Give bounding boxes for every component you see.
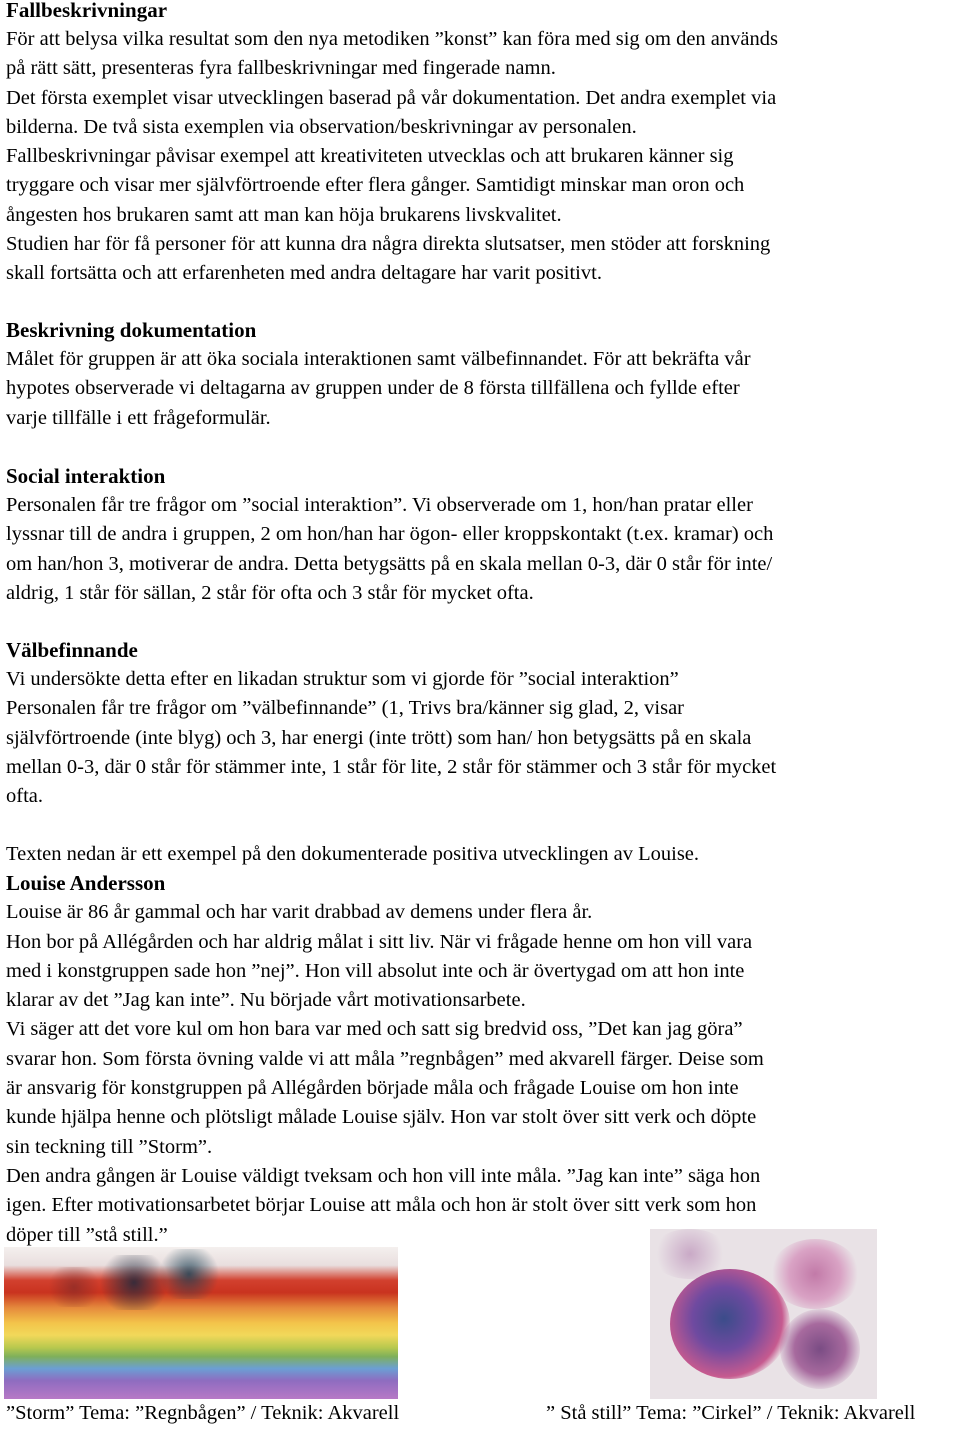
text-line: Den andra gången är Louise väldigt tveksam och hon vill inte måla. ”Jag kan inte” säga hon: [6, 1164, 761, 1187]
text-line: tryggare och visar mer självförtroende efter flera gånger. Samtidigt minskar man oron och: [6, 174, 745, 197]
heading-dokumentation: Beskrivning dokumentation: [6, 318, 257, 342]
storm-painting-image: [4, 1247, 398, 1399]
heading-valbefinnande: Välbefinnande: [6, 638, 138, 662]
text-line: skall fortsätta och att erfarenheten med andra deltagare har varit positivt.: [6, 262, 602, 285]
intro-line: Texten nedan är ett exempel på den dokumenterade positiva utvecklingen av Louise.: [6, 843, 700, 865]
text-line: lyssnar till de andra i gruppen, 2 om hon/han har ögon- eller kroppskontakt (t.ex. kramar) och: [6, 523, 774, 546]
paint-blob: [780, 1309, 860, 1389]
text-line: Det första exemplet visar utvecklingen baserad på vår dokumentation. Det andra exemplet via: [6, 86, 777, 109]
text-line: på rätt sätt, presenteras fyra fallbeskrivningar med fingerade namn.: [6, 57, 556, 80]
section-dokumentation: [6, 316, 956, 433]
text-line: varje tillfälle i ett frågeformulär.: [6, 406, 271, 429]
text-line: Louise är 86 år gammal och har varit drabbad av demens under flera år.: [6, 901, 593, 924]
text-line: hypotes observerade vi deltagarna av gruppen under de 8 första tillfällena och fyllde efter: [6, 377, 740, 400]
text-line: Studien har för få personer för att kunna dra några direkta slutsatser, men stöder att forskning: [6, 233, 771, 256]
heading-social-interaktion: Social interaktion: [6, 464, 166, 488]
text-line: Vi undersökte detta efter en likadan struktur som vi gjorde för ”social interaktion”: [6, 668, 679, 690]
caption-sta-still: ” Stå still” Tema: ”Cirkel” / Teknik: Akvarell: [546, 1402, 916, 1424]
sta-still-painting-image: [650, 1229, 877, 1399]
text-line: klarar av det ”Jag kan inte”. Nu började vårt motivationsarbete.: [6, 989, 526, 1012]
text-line: svarar hon. Som första övning valde vi att måla ”regnbågen” med akvarell färger. Deise som: [6, 1047, 764, 1070]
paint-blob: [770, 1239, 860, 1309]
heading-louise-andersson: Louise Andersson: [6, 871, 166, 896]
text-line: Hon bor på Allégården och har aldrig målat i sitt liv. När vi frågade henne om hon vill vara: [6, 930, 753, 953]
caption-storm: ”Storm” Tema: ”Regnbågen” / Teknik: Akvarell: [6, 1402, 400, 1424]
paint-blob: [44, 1267, 104, 1307]
section-fallbeskrivningar: [6, 0, 956, 289]
text-line: Personalen får tre frågor om ”välbefinnande” (1, Trivs bra/känner sig glad, 2, visar: [6, 697, 685, 720]
text-line: sin teckning till ”Storm”.: [6, 1135, 213, 1158]
text-line: ofta.: [6, 785, 43, 808]
text-line: aldrig, 1 står för sällan, 2 står för ofta och 3 står för mycket ofta.: [6, 581, 534, 604]
text-line: självförtroende (inte blyg) och 3, har energi (inte trött) som han/ hon betygsätts på en skala: [6, 726, 752, 749]
text-line: För att belysa vilka resultat som den nya metodiken ”konst” kan föra med sig om den används: [6, 28, 778, 50]
section-social-interaktion: [6, 462, 956, 608]
text-line: ångesten hos brukaren samt att man kan höja brukarens livskvalitet.: [6, 203, 562, 226]
text-line: döper till ”stå still.”: [6, 1223, 168, 1246]
paint-blob: [154, 1249, 224, 1299]
text-line: bilderna. De två sista exemplen via observation/beskrivningar av personalen.: [6, 115, 637, 138]
heading-fallbeskrivningar: Fallbeskrivningar: [6, 0, 168, 22]
text-line: Personalen får tre frågor om ”social interaktion”. Vi observerade om 1, hon/han pratar eller: [6, 494, 753, 516]
text-line: mellan 0-3, där 0 står för stämmer inte, 1 står för lite, 2 står för stämmer och 3 står för mycket: [6, 755, 777, 778]
text-line: kunde hjälpa henne och plötsligt målade Louise själv. Hon var stolt över sitt verk och döpte: [6, 1106, 757, 1129]
text-line: om han/hon 3, motiverar de andra. Detta betygsätts på en skala mellan 0-3, där 0 står för inte/: [6, 552, 773, 575]
text-line: Målet för gruppen är att öka sociala interaktionen samt välbefinnandet. För att bekräfta vår: [6, 348, 751, 370]
section-louise: [6, 840, 956, 1250]
text-line: igen. Efter motivationsarbetet börjar Louise att måla och hon är stolt över sitt verk som hon: [6, 1194, 757, 1217]
text-line: Fallbeskrivningar påvisar exempel att kreativiteten utvecklas och att brukaren känner sig: [6, 145, 734, 168]
text-line: Vi säger att det vore kul om hon bara var med och satt sig bredvid oss, ”Det kan jag göra”: [6, 1018, 743, 1041]
section-valbefinnande: [6, 636, 956, 811]
text-line: är ansvarig för konstgruppen på Allégården började måla och frågade Louise om hon inte: [6, 1077, 739, 1100]
text-line: med i konstgruppen sade hon ”nej”. Hon vill absolut inte och är övertygad om att hon inte: [6, 959, 745, 982]
